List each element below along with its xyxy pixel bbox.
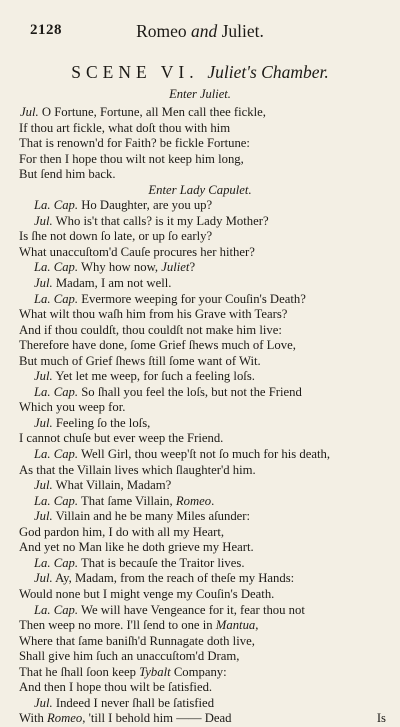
line-text: I cannot chuſe but ever weep the Friend. xyxy=(19,431,224,446)
text-line xyxy=(0,198,400,214)
line-text: If thou art fickle, what doſt thou with him xyxy=(19,120,231,135)
page-number: 2128 xyxy=(30,22,62,38)
stage-direction xyxy=(0,183,400,199)
text-line xyxy=(0,369,400,385)
line-text: Then weep no more. I'll ſend to one in xyxy=(19,618,216,633)
stage-direction: Enter Juliet. xyxy=(169,87,231,101)
line-text: Therefore have done, ſome Grief ſhews much of Love, xyxy=(19,338,296,353)
text-line xyxy=(0,571,400,587)
speaker-name: Jul. xyxy=(34,571,53,586)
speaker-name: La. Cap. xyxy=(34,198,79,213)
text-line xyxy=(0,385,400,401)
line-text: Well Girl, thou weep'ſt not ſo much for his death, xyxy=(78,447,330,462)
speaker-name: Jul. xyxy=(20,105,39,119)
speaker-name: La. Cap. xyxy=(34,555,79,570)
text-line xyxy=(0,214,400,230)
line-text: Who is't that calls? is it my Lady Mother? xyxy=(52,213,269,228)
text-line xyxy=(0,416,400,432)
line-text: Madam, I am not well. xyxy=(52,276,172,291)
text-line xyxy=(0,354,400,370)
italic-name: Romeo xyxy=(47,711,83,726)
line-text: As that the Villain lives which ſlaughter'd him. xyxy=(19,462,256,477)
line-text: But ſend him back. xyxy=(19,167,116,182)
text-line xyxy=(0,276,400,292)
line-text: That is becauſe the Traitor lives. xyxy=(78,555,245,570)
text-line xyxy=(0,245,400,261)
line-text: Yet let me weep, for ſuch a feeling loſs. xyxy=(52,369,255,384)
text-line xyxy=(0,711,400,727)
line-text: What unaccuſtom'd Cauſe procures her hither? xyxy=(19,244,255,259)
text-line xyxy=(0,323,400,339)
text-line xyxy=(0,400,400,416)
line-text: That ſame Villain, xyxy=(78,493,176,508)
text-line xyxy=(0,229,400,245)
text-line xyxy=(0,167,400,183)
line-text: ? xyxy=(189,260,196,275)
line-text: And if thou couldſt, thou couldſt not make him live: xyxy=(19,322,282,337)
play-text xyxy=(0,105,400,727)
speaker-name: Jul. xyxy=(34,695,53,710)
text-line xyxy=(0,540,400,556)
line-text: For then I hope thou wilt not keep him long, xyxy=(19,151,244,166)
text-line xyxy=(0,587,400,603)
text-line xyxy=(0,431,400,447)
text-line xyxy=(0,603,400,619)
line-text: That is renown'd for Faith? be fickle Fortune: xyxy=(19,136,250,151)
line-text: We will have Vengeance for it, fear thou not xyxy=(78,602,305,617)
line-text: Evermore weeping for your Couſin's Death? xyxy=(78,291,306,306)
text-line xyxy=(0,649,400,665)
text-line xyxy=(0,634,400,650)
line-text: Would none but I might venge my Couſin's Death. xyxy=(19,586,275,601)
text-line xyxy=(0,618,400,634)
speaker-name: La. Cap. xyxy=(34,447,79,462)
line-text: Ho Daughter, are you up? xyxy=(78,198,213,213)
text-line xyxy=(0,121,400,137)
line-text: So ſhall you feel the loſs, but not the Friend xyxy=(78,384,302,399)
page-header xyxy=(0,22,400,44)
line-text: And then I hope thou wilt be ſatisfied. xyxy=(19,680,213,695)
text-line xyxy=(0,509,400,525)
speaker-name: La. Cap. xyxy=(34,602,79,617)
speaker-name: La. Cap. xyxy=(34,260,79,275)
speaker-name: Jul. xyxy=(34,213,53,228)
line-text: And yet no Man like he doth grieve my Heart. xyxy=(19,540,254,555)
speaker-name: La. Cap. xyxy=(34,291,79,306)
scene-heading: SCENE VI. Juliet's Chamber. xyxy=(71,62,329,82)
line-text: . xyxy=(211,493,215,508)
line-text: O Fortune, Fortune, all Men call thee fickle, xyxy=(38,105,266,119)
line-text: With xyxy=(19,711,48,726)
italic-name: Mantua xyxy=(215,618,256,633)
line-text: Which you weep for. xyxy=(19,400,126,415)
line-text: , xyxy=(255,618,259,633)
speaker-name: Jul. xyxy=(34,369,53,384)
line-text: Is ſhe not down ſo late, or up ſo early? xyxy=(19,229,213,244)
line-text: But much of Grief ſhews ſtill ſome want of Wit. xyxy=(19,353,261,368)
speaker-name: La. Cap. xyxy=(34,493,79,508)
text-line xyxy=(0,447,400,463)
line-text: God pardon him, I do with all my Heart, xyxy=(19,524,225,539)
text-line xyxy=(0,494,400,510)
italic-name: Juliet xyxy=(161,260,190,275)
text-line xyxy=(0,338,400,354)
line-text: Indeed I never ſhall be ſatisfied xyxy=(52,695,215,710)
line-text: Why how now, xyxy=(78,260,162,275)
running-title: Romeo and Juliet. xyxy=(136,21,264,41)
italic-name: Tybalt xyxy=(139,664,171,679)
line-text: Villain and he be many Miles aſunder: xyxy=(52,509,251,524)
text-line xyxy=(0,136,400,152)
speaker-name: La. Cap. xyxy=(34,384,79,399)
text-line xyxy=(0,556,400,572)
line-text: What wilt thou waſh him from his Grave with Tears? xyxy=(19,307,288,322)
text-line xyxy=(0,478,400,494)
italic-name: Romeo xyxy=(175,493,212,508)
line-text: Shall give him ſuch an unaccuſtom'd Dram, xyxy=(19,649,240,664)
text-line xyxy=(0,292,400,308)
line-text: Enter Lady Capulet. xyxy=(148,182,252,197)
line-text: Ay, Madam, from the reach of theſe my Hands: xyxy=(52,571,295,586)
text-line xyxy=(0,152,400,168)
speaker-name: Jul. xyxy=(34,478,53,493)
text-line xyxy=(0,260,400,276)
line-text: Feeling ſo the loſs, xyxy=(52,415,151,430)
catchword: Is xyxy=(376,711,386,726)
speaker-name: Jul. xyxy=(34,276,53,291)
text-line xyxy=(0,680,400,696)
text-line xyxy=(0,463,400,479)
speaker-name: Jul. xyxy=(34,509,53,524)
text-line xyxy=(0,696,400,712)
line-text: Where that ſame baniſh'd Runnagate doth live, xyxy=(19,633,255,648)
text-line xyxy=(0,665,400,681)
line-text: Company: xyxy=(170,664,227,679)
text-line xyxy=(0,525,400,541)
line-text: What Villain, Madam? xyxy=(52,478,172,493)
text-line xyxy=(0,105,400,121)
line-text: , 'till I behold him —— Dead xyxy=(82,711,232,726)
speaker-name: Jul. xyxy=(34,415,53,430)
line-text: That he ſhall ſoon keep xyxy=(19,664,140,679)
text-line xyxy=(0,307,400,323)
